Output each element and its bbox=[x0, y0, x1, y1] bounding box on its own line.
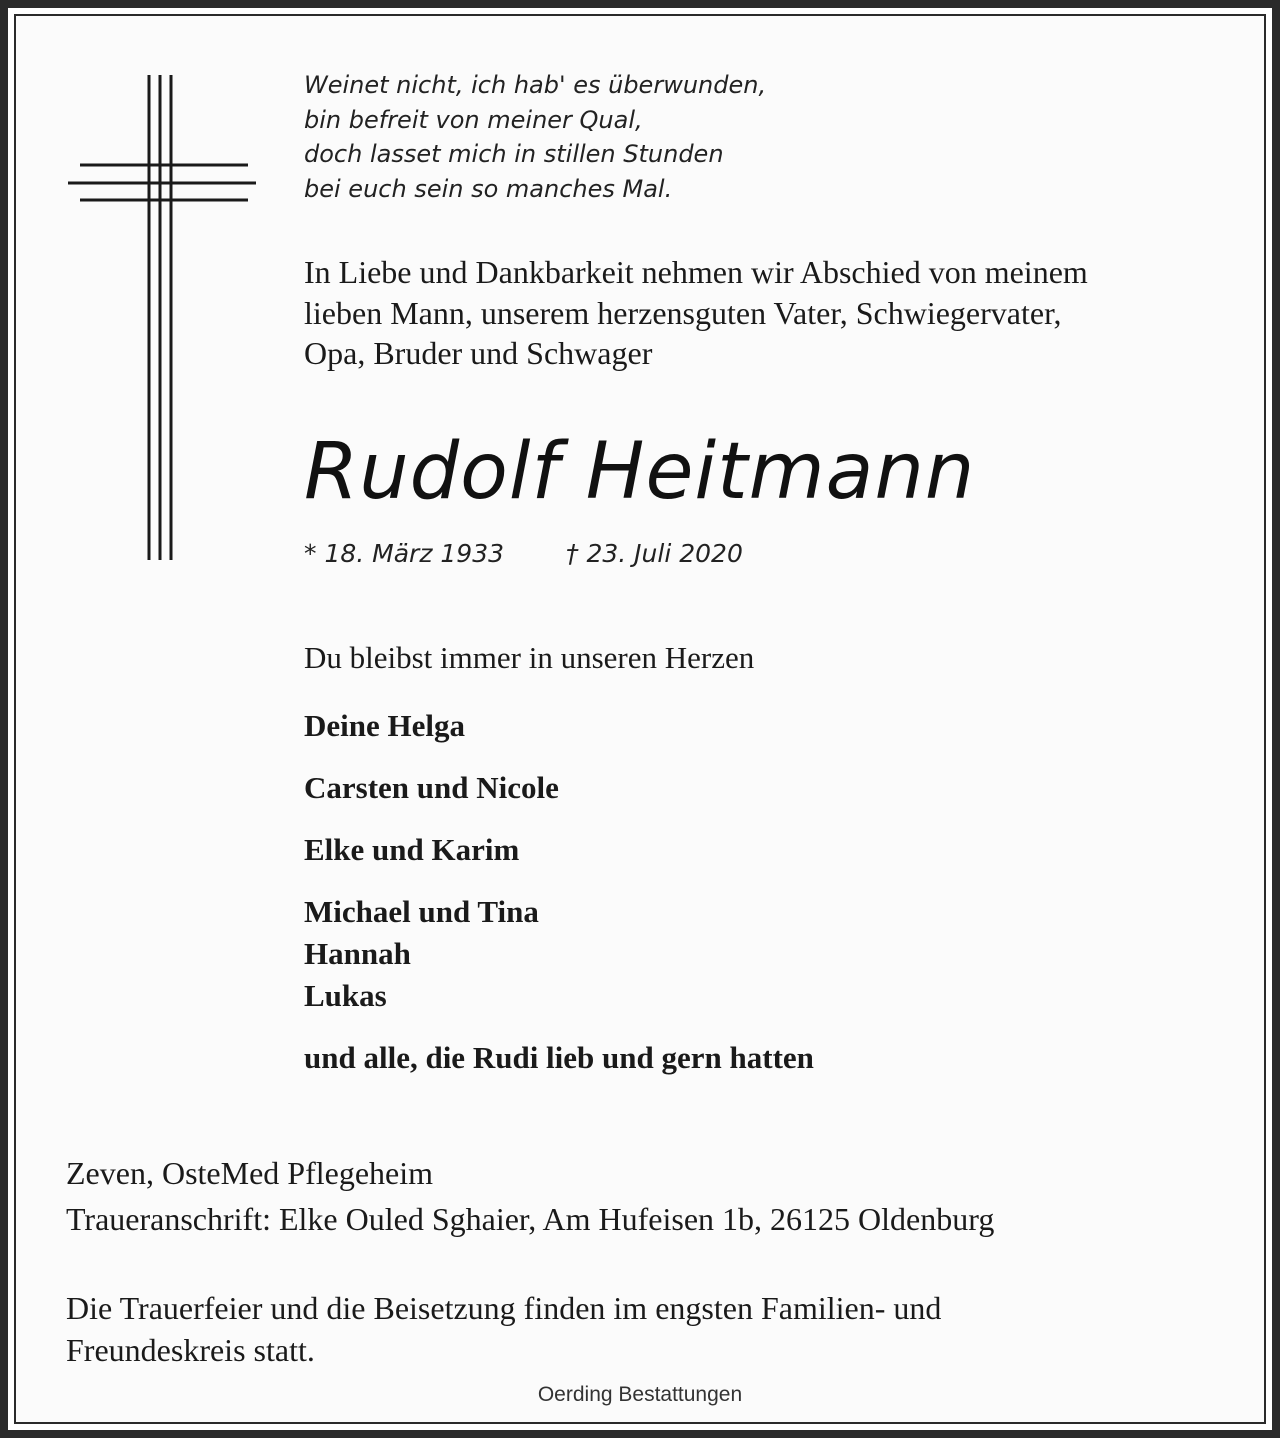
mourner-name: und alle, die Rudi lieb und gern hatten bbox=[304, 1040, 814, 1075]
poem-line: bin befreit von meiner Qual, bbox=[304, 105, 643, 134]
poem-line: doch lasset mich in stillen Stunden bbox=[304, 140, 724, 168]
notice-line: Freundeskreis statt. bbox=[66, 1332, 315, 1368]
mourning-address: Traueranschrift: Elke Ouled Sghaier, Am Hufeisen 1b, 26125 Oldenburg bbox=[66, 1201, 995, 1237]
mourner-name: Deine Helga bbox=[304, 708, 465, 743]
undertaker: Oerding Bestattungen bbox=[537, 1383, 743, 1406]
place-block bbox=[66, 1150, 1216, 1242]
mourner-group bbox=[304, 891, 1204, 1017]
mourner-name: Elke und Karim bbox=[304, 832, 520, 867]
birth-date: * 18. März 1933 bbox=[304, 539, 505, 568]
mourner-name: Michael und Tina bbox=[304, 894, 539, 929]
life-dates bbox=[304, 536, 743, 572]
mourner-name: Lukas bbox=[304, 978, 387, 1013]
mourners-list bbox=[304, 705, 1204, 1099]
closing-line: Du bleibst immer in unseren Herzen bbox=[304, 640, 755, 675]
cross-icon bbox=[64, 70, 264, 565]
location: Zeven, OsteMed Pflegeheim bbox=[66, 1155, 433, 1191]
deceased-name: Rudolf Heitmann bbox=[304, 427, 976, 517]
poem-line: Weinet nicht, ich hab' es überwunden, bbox=[304, 71, 767, 99]
intro-line: lieben Mann, unserem herzensguten Vater, Schwiegervater, bbox=[304, 294, 1062, 331]
mourner-name: Carsten und Nicole bbox=[304, 770, 559, 805]
death-date: † 23. Juli 2020 bbox=[566, 539, 743, 568]
intro-text bbox=[304, 252, 1224, 374]
mourner-group bbox=[304, 1037, 1204, 1079]
poem bbox=[304, 68, 1004, 206]
mourner-name: Hannah bbox=[304, 936, 411, 971]
funeral-notice bbox=[66, 1287, 1216, 1371]
mourner-group bbox=[304, 829, 1204, 871]
notice-line: Die Trauerfeier und die Beisetzung finden im engsten Familien- und bbox=[66, 1290, 942, 1326]
mourner-group bbox=[304, 767, 1204, 809]
poem-line: bei euch sein so manches Mal. bbox=[304, 174, 673, 203]
mourner-group bbox=[304, 705, 1204, 747]
intro-line: In Liebe und Dankbarkeit nehmen wir Abschied von meinem bbox=[304, 254, 1088, 290]
intro-line: Opa, Bruder und Schwager bbox=[304, 335, 653, 371]
